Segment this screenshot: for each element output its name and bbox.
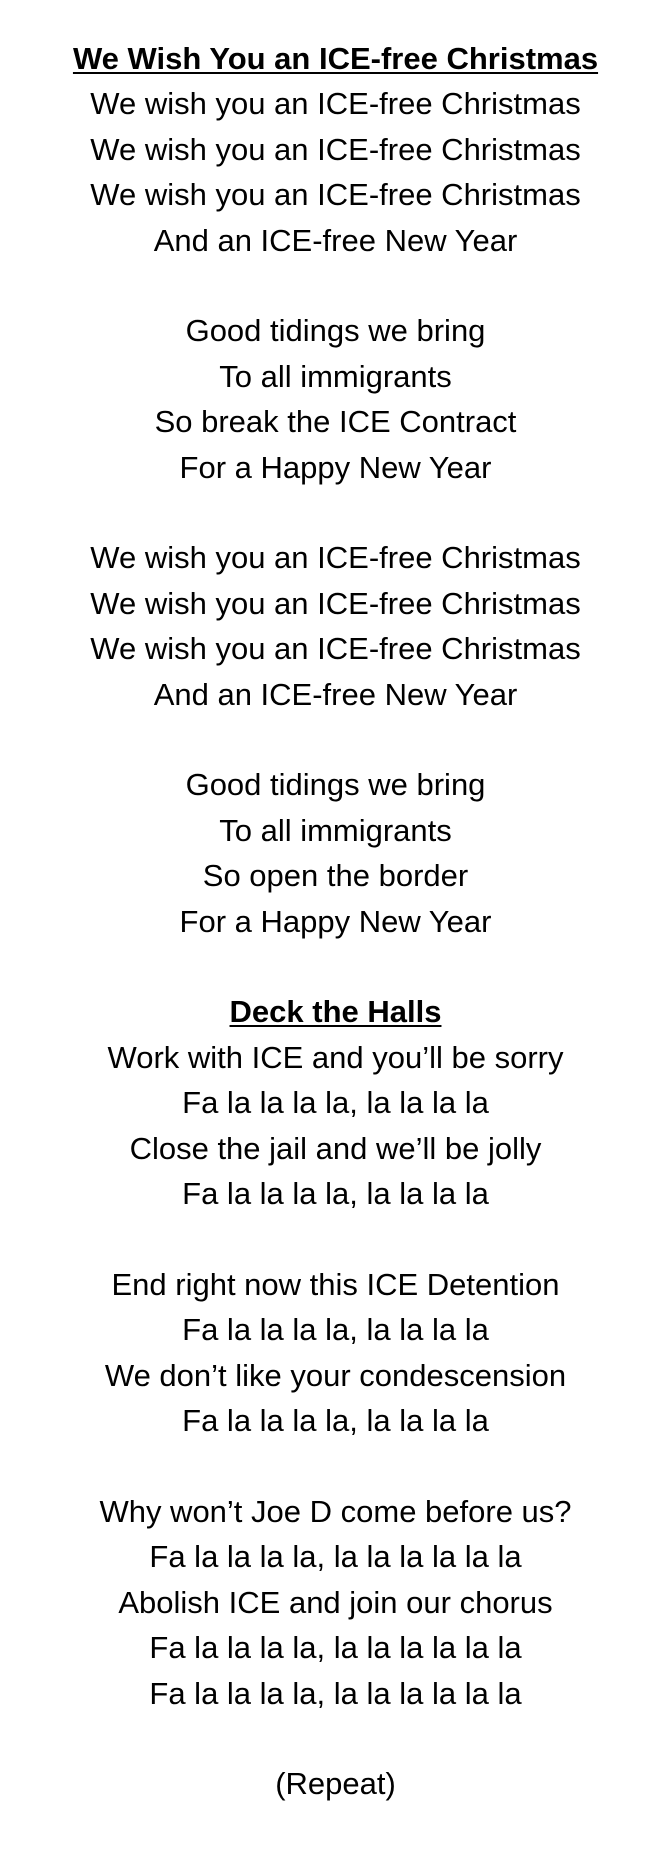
lyric-line: We don’t like your condescension (104, 1357, 567, 1393)
lyric-line: We wish you an ICE-free Christmas (90, 540, 581, 576)
lyric-line: We wish you an ICE-free Christmas (90, 585, 581, 621)
lyric-line: Fa la la la la, la la la la (182, 1403, 489, 1439)
lyric-line: We wish you an ICE-free Christmas (90, 86, 581, 122)
repeat-instruction: (Repeat) (275, 1766, 396, 1802)
lyric-line: We wish you an ICE-free Christmas (90, 131, 581, 167)
song-title: Deck the Halls (229, 994, 442, 1030)
lyric-line: Fa la la la la, la la la la (182, 1085, 489, 1121)
lyric-line: Fa la la la la, la la la la (182, 1176, 489, 1212)
lyric-line: Fa la la la la, la la la la (182, 1312, 489, 1348)
lyric-line: We wish you an ICE-free Christmas (90, 177, 581, 213)
verse (0, 308, 671, 490)
lyric-line: So break the ICE Contract (154, 404, 517, 440)
verse-spacer (0, 1716, 671, 1761)
verse-spacer (0, 1217, 671, 1262)
lyric-line: Good tidings we bring (185, 767, 486, 803)
song-spacer (0, 944, 671, 989)
verse (0, 762, 671, 944)
lyric-line: End right now this ICE Detention (111, 1266, 560, 1302)
verse (0, 535, 671, 717)
lyric-line: Work with ICE and you’ll be sorry (107, 1039, 564, 1075)
lyric-line: Fa la la la la, la la la la la la (149, 1630, 522, 1666)
verse (0, 81, 671, 263)
lyric-line: Fa la la la la, la la la la la la (149, 1675, 522, 1711)
lyric-line: Close the jail and we’ll be jolly (129, 1130, 542, 1166)
lyric-line: Abolish ICE and join our chorus (118, 1584, 553, 1620)
verse-spacer (0, 717, 671, 762)
song-deck-the-halls (0, 989, 671, 1715)
song-we-wish-you (0, 36, 671, 944)
lyric-line: Fa la la la la, la la la la la la (149, 1539, 522, 1575)
verse (0, 1262, 671, 1444)
lyric-line: For a Happy New Year (179, 449, 492, 485)
verse-spacer (0, 1444, 671, 1489)
verse-spacer (0, 263, 671, 308)
verse (0, 1489, 671, 1716)
lyric-line: We wish you an ICE-free Christmas (90, 631, 581, 667)
lyric-line: So open the border (202, 858, 469, 894)
lyric-line: For a Happy New Year (179, 903, 492, 939)
verse-spacer (0, 490, 671, 535)
song-title: We Wish You an ICE-free Christmas (72, 41, 599, 76)
verse (0, 1035, 671, 1217)
lyric-line: And an ICE-free New Year (153, 222, 518, 258)
lyric-line: To all immigrants (219, 358, 452, 394)
lyric-line: Why won’t Joe D come before us? (99, 1493, 572, 1529)
lyric-line: To all immigrants (219, 812, 452, 848)
lyric-line: Good tidings we bring (185, 313, 486, 349)
lyric-line: And an ICE-free New Year (153, 676, 518, 712)
